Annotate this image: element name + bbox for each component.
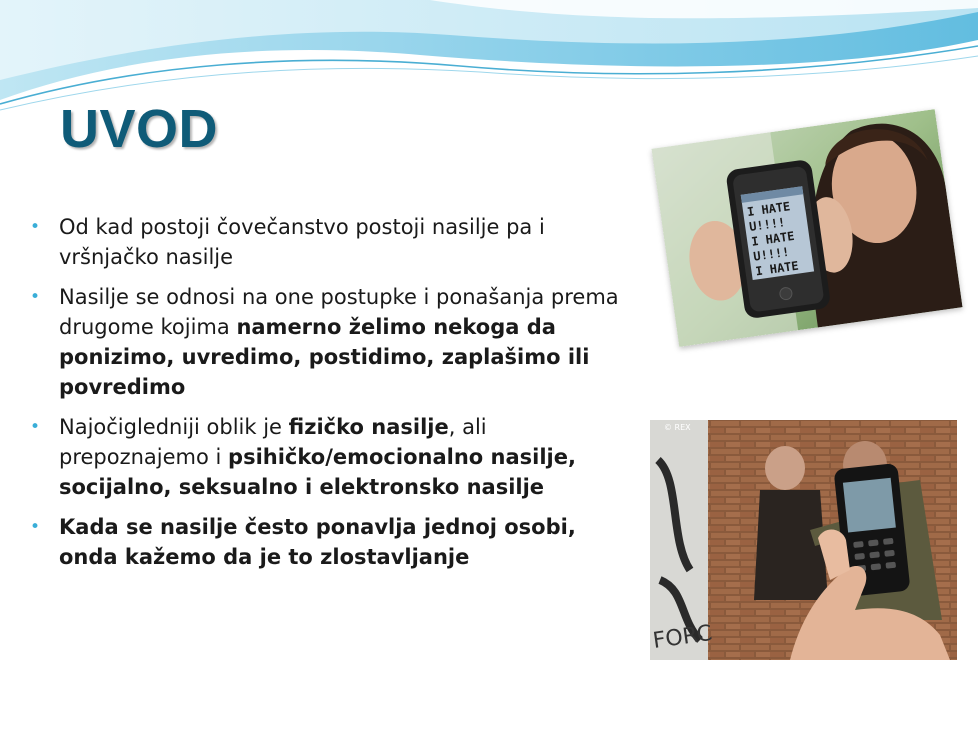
bullet-text-bold: namerno želimo nekoga da ponizimo, uvredimo, postidimo, zaplašimo ili povredimo <box>59 315 590 399</box>
phone-screen-line: I HATE <box>750 228 796 249</box>
bullet-item <box>28 282 628 402</box>
slide-title: UVOD <box>60 99 219 159</box>
photo-girl-with-phone <box>651 109 962 347</box>
photo-bullying-filmed <box>650 420 957 660</box>
bullet-marker: • <box>30 287 41 307</box>
bullet-text-bold: psihičko/emocionalno nasilje, socijalno, seksualno i elektronsko nasilje <box>59 445 576 499</box>
phone-screen-line: U!!!! <box>752 244 791 264</box>
bullet-item <box>28 412 628 502</box>
bullet-text: Nasilje se odnosi na one postupke i ponašanja prema drugome kojima <box>59 285 619 339</box>
bullet-text: Od kad postoji čovečanstvo postoji nasilje pa i vršnjačko nasilje <box>59 215 545 269</box>
bullet-text-bold: fizičko nasilje <box>288 415 449 439</box>
bullet-text: Najočigledniji oblik je <box>59 415 289 439</box>
bullet-item <box>28 512 628 572</box>
phone-screen-line: I HATE <box>754 258 800 279</box>
phone-screen-line: U!!!! <box>748 215 787 234</box>
bullet-marker: • <box>30 217 41 237</box>
watermark-text: © REX <box>664 423 691 432</box>
phone-screen-line: I HATE <box>746 199 792 220</box>
bullet-marker: • <box>30 417 41 437</box>
bullet-text: , ali prepoznajemo i <box>59 415 487 469</box>
bullet-text-bold: Kada se nasilje često ponavlja jednoj osobi, onda kažemo da je to zlostavljanje <box>59 515 576 569</box>
bullet-item <box>28 212 628 272</box>
graffiti-text: FORC <box>651 620 714 654</box>
bullet-list <box>28 212 628 582</box>
bullet-marker: • <box>30 517 41 537</box>
